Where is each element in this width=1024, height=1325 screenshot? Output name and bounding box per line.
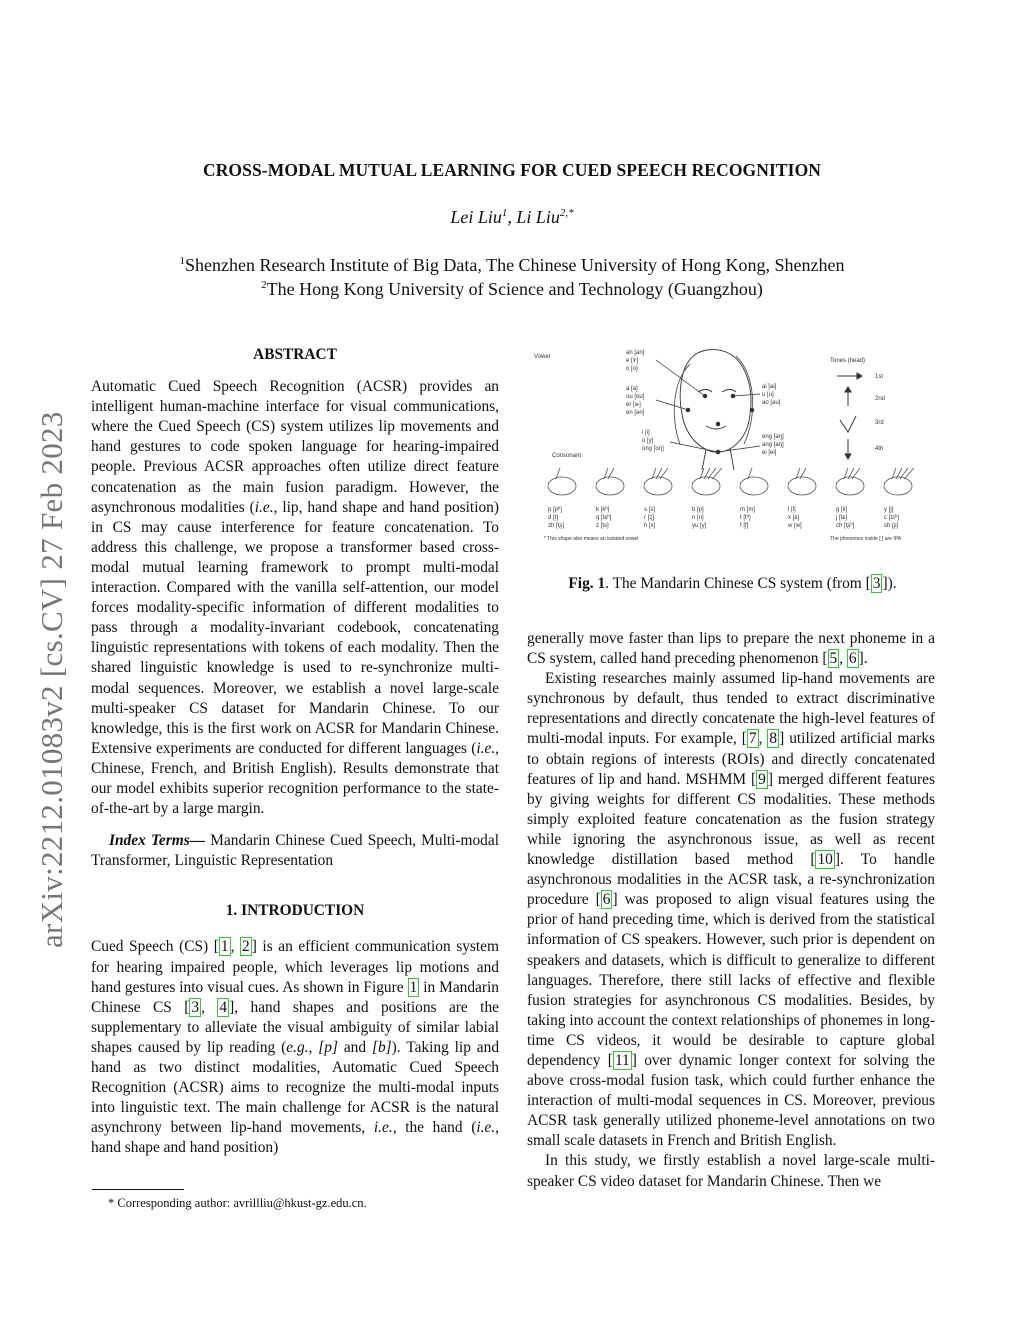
consonant-label: w [w] xyxy=(788,523,802,529)
citation-link-10[interactable]: 10 xyxy=(817,851,833,869)
consonant-label: h [x] xyxy=(644,523,656,529)
right-paragraph-2 xyxy=(527,669,935,1151)
intro-text-5: ). Taking lip and hand as two distinct modalities, Automatic Cued Speech Recognition (ACSR) aims to recognize the multi-modal inputs into linguistic text. The main challenge for ACSR is the natural asynchrony between lip-hand movements, xyxy=(91,1038,500,1137)
vowel-label: ang [aŋ] xyxy=(762,442,784,448)
citation-bracket: ] xyxy=(779,730,785,748)
abstract-ie-1: i.e. xyxy=(254,498,274,516)
hand-palm xyxy=(596,477,624,495)
author-2-affiliation-mark: 2,* xyxy=(559,207,574,219)
consonant-label-grid xyxy=(548,506,899,529)
vowel-label: i [i] xyxy=(642,430,650,436)
intro-text-3: in Mandarin Chinese CS xyxy=(91,978,499,1016)
hand-shape-8 xyxy=(884,468,914,495)
author-separator: , xyxy=(507,207,517,227)
arxiv-id: arXiv:2212.01083v2 [cs.CV] 27 Feb 2023 xyxy=(34,411,69,948)
hand-palm xyxy=(548,477,576,495)
abstract-heading: ABSTRACT xyxy=(253,346,337,363)
hand-shape-7 xyxy=(836,468,864,495)
tone-label: 1st xyxy=(875,374,884,380)
vowel-label: ong [ʊŋ] xyxy=(642,446,664,452)
vowel-label: a [a] xyxy=(626,386,638,392)
hand-palm xyxy=(644,477,672,495)
intro-text-4: , hand shapes and positions are the supplementary to alleviate the visual ambiguity of similar labial shapes caused by lip reading ( xyxy=(91,998,499,1056)
figure-link-1[interactable]: 1 xyxy=(409,978,418,996)
citation-bracket: [ xyxy=(822,650,828,668)
citation-separator: , xyxy=(758,730,768,748)
consonant-label: m [m] xyxy=(740,507,755,513)
hand-palm xyxy=(692,477,720,495)
figure-1-graphic xyxy=(530,344,935,544)
caption-bracket: [ xyxy=(865,575,871,592)
citation-link-8[interactable]: 8 xyxy=(769,730,778,748)
abstract-text-1: Automatic Cued Speech Recognition (ACSR) provides an intelligent human-machine interface for visual communications, where the Cued Speech (CS) system utilizes lip movements and hand gestures to code spoken language for hearing-impaired people. Previous ACSR approaches often utilize direct feature concatenation as the main fusion paradigm. However, the asynchronous modalities ( xyxy=(91,378,499,516)
right-text-7: over dynamic longer context for solving the above cross-modal fusion task, which could further enhance the interaction of multi-modal sequences in CS. Moreover, previous ACSR task generally utilized phoneme-level annotations on two small scale datasets in French and British English. xyxy=(527,1051,935,1150)
citation-bracket: ]. xyxy=(858,650,868,668)
hand-shape-drawings xyxy=(548,468,914,495)
consonant-label: q [tɕʰ] xyxy=(596,515,612,521)
consonant-label: f [f] xyxy=(740,523,749,529)
vowel-label: er [ɚ] xyxy=(626,402,641,408)
consonant-label: s [s] xyxy=(644,507,656,513)
citation-link-6[interactable]: 6 xyxy=(848,650,857,668)
abstract-body xyxy=(91,377,499,819)
citation-bracket: [ xyxy=(741,730,747,748)
consonant-label: k [kʰ] xyxy=(596,507,610,513)
affiliation-1 xyxy=(0,255,1024,276)
consonant-label: z [ts] xyxy=(596,523,609,529)
right-paragraph-3: In this study, we firstly establish a novel large-scale multi-speaker CS video dataset for Mandarin Chinese. Then we xyxy=(527,1152,935,1190)
consonant-label: d [t] xyxy=(548,515,559,521)
consonant-label: ch [tʂʰ] xyxy=(836,523,855,529)
caption-bracket: ] xyxy=(882,575,888,592)
citation-bracket: [ xyxy=(213,938,219,956)
author-1: Lei Liu xyxy=(450,207,502,227)
intro-text-6: , the hand ( xyxy=(392,1119,477,1137)
intro-text-2: is an efficient communication system for hearing impaired people, which leverages lip motions and hand gestures into visual cues. As shown in Figure xyxy=(91,938,499,996)
affiliation-2-text: The Hong Kong University of Science and Technology (Guangzhou) xyxy=(266,279,763,299)
consonant-label: j [tɕ] xyxy=(836,515,848,521)
intro-text-1: Cued Speech (CS) xyxy=(91,938,214,956)
vowel-label: ü [y] xyxy=(642,438,654,444)
hand-shape-5 xyxy=(740,468,768,495)
citation-link-11[interactable]: 11 xyxy=(614,1051,630,1069)
index-terms-label: Index Terms— xyxy=(109,832,206,850)
tone-arrows xyxy=(837,373,885,459)
introduction-heading: 1. INTRODUCTION xyxy=(225,902,365,920)
vowel-label: an [an] xyxy=(626,350,645,356)
caption-label: Fig. 1 xyxy=(568,575,606,592)
intro-ie-2: i.e. xyxy=(476,1119,496,1137)
arxiv-sidebar-stamp xyxy=(30,350,69,950)
phoneme-b: [b] xyxy=(371,1038,392,1056)
citation-bracket: [ xyxy=(184,998,190,1016)
vowel-label: ei [ei] xyxy=(762,450,777,456)
paper-title: CROSS-MODAL MUTUAL LEARNING FOR CUED SPEECH RECOGNITION xyxy=(202,160,822,180)
right-column xyxy=(527,629,935,1192)
citation-link-4[interactable]: 4 xyxy=(219,998,228,1016)
face-leader-lines xyxy=(656,360,760,452)
intro-and: and xyxy=(337,1038,372,1056)
consonant-label: c [tsʰ] xyxy=(884,515,899,521)
left-column xyxy=(91,345,499,1158)
citation-bracket: ] xyxy=(834,851,841,869)
figure-1-cs-system xyxy=(530,344,935,544)
citation-link-5[interactable]: 5 xyxy=(829,650,838,668)
citation-link-9[interactable]: 9 xyxy=(758,770,766,788)
vowel-label: ao [au] xyxy=(762,400,781,406)
caption-end: ). xyxy=(887,575,897,592)
consonant-label: n [n] xyxy=(692,515,704,521)
author-line xyxy=(0,207,1024,228)
affiliation-2 xyxy=(0,279,1024,300)
tone-label: 2nd xyxy=(875,396,886,402)
vowel-label: ai [ai] xyxy=(762,384,777,390)
right-text-4: merged different features by giving weights for different CS modalities. These methods simply exploited feature concatenation as the fusion strategy while ignoring the asynchronous issue, as well as recent knowledge distillation based method xyxy=(527,770,935,869)
citation-link-2[interactable]: 2 xyxy=(242,938,250,956)
intro-ie-1: i.e. xyxy=(373,1119,393,1137)
citation-separator: , xyxy=(201,998,218,1016)
consonant-label: l [l] xyxy=(788,507,796,513)
citation-bracket: [ xyxy=(750,770,757,788)
consonant-label: x [ɕ] xyxy=(788,515,800,521)
right-text-2: Existing researches mainly assumed lip-hand movements are synchronous by default, thus tended to extract discriminative representations and directly concatenate the high-level features of multi-modal inputs. For example, xyxy=(527,670,935,748)
citation-link-3[interactable]: 3 xyxy=(191,998,200,1016)
consonant-label: p [pʰ] xyxy=(548,507,562,513)
intro-comma: , xyxy=(308,1038,319,1056)
figure-label-tones: Tones (head) xyxy=(830,358,866,364)
hand-finger xyxy=(904,468,914,479)
abstract-text-3: , Chinese, French, and British English). Results demonstrate that our model exhibits superior recognition performance to the state-of-the-art by a large margin. xyxy=(91,739,499,818)
tone-label: 4th xyxy=(875,446,884,452)
figure-note-left: * This shape also means an isolated vowel xyxy=(544,536,639,542)
citation-bracket: [ xyxy=(810,851,816,869)
right-text-5: . To handle asynchronous modalities in the ACSR task, a re-synchronization procedure xyxy=(527,851,936,909)
hand-shape-4 xyxy=(692,468,722,495)
consonant-label: zh [tʂ] xyxy=(548,523,565,529)
citation-separator: , xyxy=(230,938,240,956)
corresponding-author-footnote: * Corresponding author: avrillliu@hkust-gz.edu.cn. xyxy=(108,1196,367,1210)
right-text-1: generally move faster than lips to prepare the next phoneme in a CS system, called hand preceding phenomenon xyxy=(527,630,935,668)
vowel-label: o [o] xyxy=(626,366,638,372)
vowel-label: u [u] xyxy=(762,392,774,398)
hand-palm xyxy=(788,477,816,495)
consonant-label: yu [y] xyxy=(692,523,707,529)
consonant-label: g [k] xyxy=(836,507,848,513)
right-vowel-labels xyxy=(762,384,784,456)
hand-finger xyxy=(712,468,722,479)
intro-eg: e.g. xyxy=(286,1038,309,1056)
citation-bracket: [ xyxy=(595,891,601,909)
citation-separator: , xyxy=(839,650,847,668)
hand-shape-1 xyxy=(548,468,576,495)
consonant-label: b [p] xyxy=(692,507,704,513)
citation-bracket: ] xyxy=(251,938,257,956)
citation-link-6b[interactable]: 6 xyxy=(602,891,611,909)
figure-1-caption xyxy=(530,575,935,593)
consonant-label: y [j] xyxy=(884,507,894,513)
caption-citation-link[interactable]: 3 xyxy=(872,575,881,592)
vowel-label: e [ɤ] xyxy=(626,358,639,364)
citation-bracket: ] xyxy=(767,770,773,788)
hand-shape-3 xyxy=(644,468,672,495)
author-2: Li Liu xyxy=(516,207,560,227)
hand-shape-6 xyxy=(788,468,816,495)
intro-text-7: , hand shape and hand position) xyxy=(91,1119,499,1157)
hand-palm xyxy=(740,477,768,495)
citation-bracket: ] xyxy=(229,998,235,1016)
citation-bracket: ] xyxy=(612,891,618,909)
introduction-body xyxy=(91,937,499,1158)
citation-link-1[interactable]: 1 xyxy=(220,938,229,956)
citation-link-7[interactable]: 7 xyxy=(748,730,757,748)
abstract-text-2: , lip, hand shape and hand position) in CS may cause interference for feature concatenation. To address this challenge, we propose a transformer based cross-modal mutual learning framework to prompt multi-modal interaction. Compared with the vanilla self-attention, our model forces modality-specific information of different modalities to pass through a modality-invariant codebook, concatenating linguistic representations with tokens of each modality. Then the shared linguistic knowledge is used to re-synchronize multi-modal sequences. Moreover, we establish a novel large-scale multi-speaker CS dataset for Mandarin Chinese. To our knowledge, this is the first work on ACSR for Mandarin Chinese. Extensive experiments are conducted for different languages ( xyxy=(91,498,499,757)
hand-palm xyxy=(836,477,864,495)
author-1-affiliation-mark: 1 xyxy=(501,207,508,219)
figure-label-consonant: Consonant xyxy=(552,453,582,459)
affiliation-1-text: Shenzhen Research Institute of Big Data, The Chinese University of Hong Kong, Shenzhen xyxy=(184,255,845,275)
right-text-3: utilized artificial marks to obtain regions of interests (ROIs) and directly concatenated features of lip and hand. MSHMM xyxy=(527,730,936,788)
index-terms xyxy=(91,831,499,871)
tone-label: 3rd xyxy=(875,420,884,426)
hand-palm xyxy=(884,477,912,495)
hand-shape-2 xyxy=(596,468,624,495)
vowel-label: ou [ou] xyxy=(626,394,645,400)
affiliation-2-mark: 2 xyxy=(261,279,267,291)
phoneme-p: [p] xyxy=(318,1038,338,1056)
vowel-label: en [ən] xyxy=(626,410,645,416)
consonant-label: t [tʰ] xyxy=(740,515,751,521)
consonant-label: sh [ʂ] xyxy=(884,523,899,529)
figure-note-right: The phonemes inside [ ] are IPA xyxy=(830,536,902,542)
caption-text: . The Mandarin Chinese CS system (from xyxy=(605,575,866,592)
vowel-label: eng [əŋ] xyxy=(762,434,784,440)
right-text-6: was proposed to align visual features using the prior of hand preceding time, which is derived from the statistical information of CS speakers. However, such prior is dependent on speakers and datasets, which is difficult to generalize to different languages. Therefore, there still lacks of effective and flexible fusion strategies for asynchronous CS modalities. Besides, by taking into account the context relationships of phonemes in long-time CS videos, it would be desirable to capture global dependency xyxy=(527,891,935,1069)
abstract-ie-2: i.e. xyxy=(476,739,496,757)
consonant-label: r [ʐ] xyxy=(644,515,654,521)
index-terms-text: Mandarin Chinese Cued Speech, Multi-modal Transformer, Linguistic Representation xyxy=(91,832,499,870)
citation-bracket: ] xyxy=(631,1051,637,1069)
footnote-rule xyxy=(92,1189,184,1190)
affiliation-1-mark: 1 xyxy=(179,255,185,267)
figure-label-vowel: Vowel xyxy=(534,354,551,360)
citation-bracket: [ xyxy=(607,1051,613,1069)
right-paragraph-1 xyxy=(527,629,935,669)
